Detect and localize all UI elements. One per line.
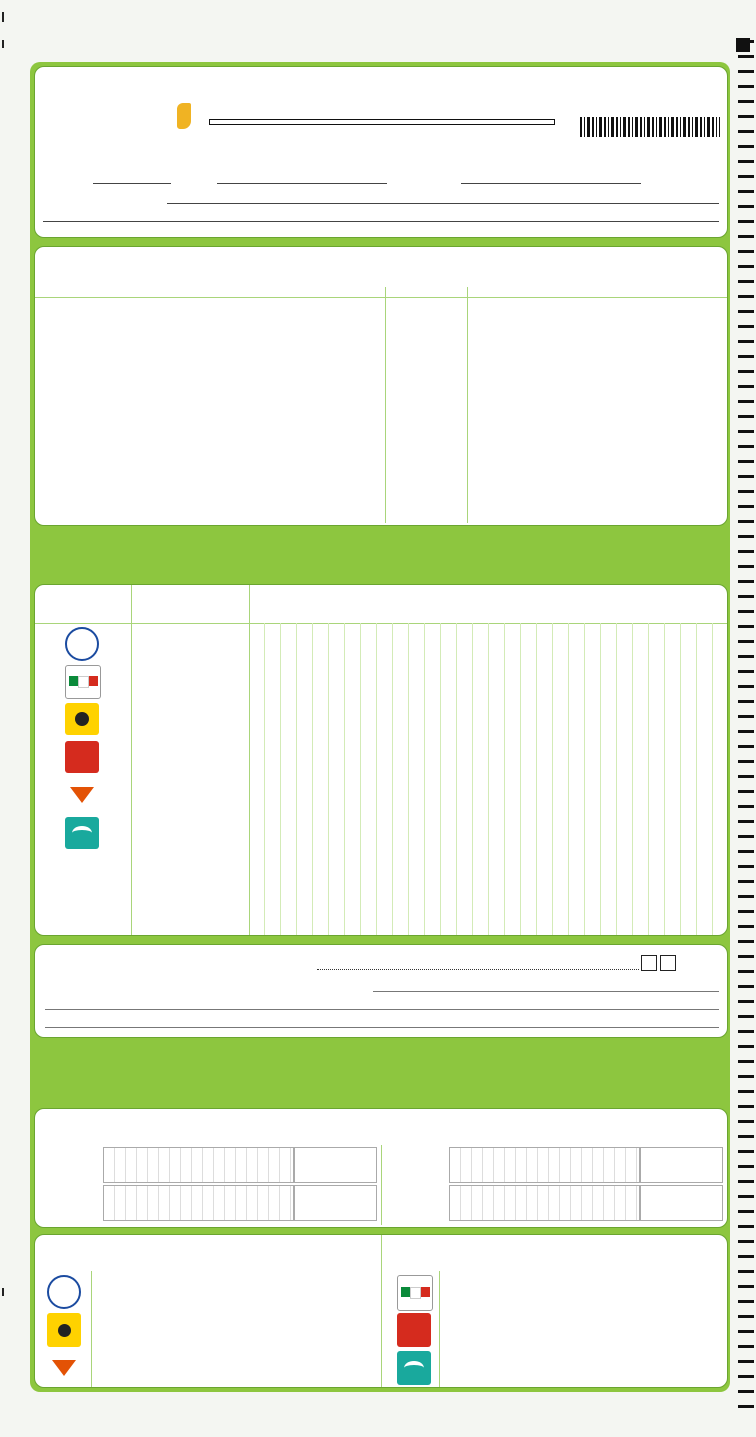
timing-corner-mark xyxy=(736,38,750,52)
incidentes-panel xyxy=(34,944,728,1038)
rep-pt-logo-icon xyxy=(397,1313,431,1347)
acta-subtitle xyxy=(209,119,555,125)
no-checkbox[interactable] xyxy=(660,955,676,971)
rep-prd-logo-icon xyxy=(47,1313,81,1347)
timing-marks xyxy=(738,40,754,1420)
pan-logo-icon xyxy=(65,627,99,661)
incidentes-si xyxy=(641,955,676,971)
cee-logo xyxy=(45,101,195,135)
nuevo-leon-map-icon xyxy=(177,103,191,129)
scan-edge-left xyxy=(2,0,5,1437)
barcode xyxy=(580,117,720,137)
rep-mc-logo-icon xyxy=(47,1351,81,1385)
representantes-panel xyxy=(34,1234,728,1388)
header-panel xyxy=(34,66,728,238)
rep-alianza-logo-icon xyxy=(397,1351,431,1385)
prd-logo-icon xyxy=(65,703,99,735)
rep-pan-logo-icon xyxy=(47,1275,81,1309)
results-grid xyxy=(249,623,727,935)
movimiento-ciudadano-logo-icon xyxy=(65,779,99,811)
mesa-panel xyxy=(34,1108,728,1228)
rep-pri-logo-icon xyxy=(397,1275,433,1311)
pt-logo-icon xyxy=(65,741,99,773)
pri-compromiso-logo-icon xyxy=(65,665,101,699)
results-panel xyxy=(34,584,728,936)
si-checkbox[interactable] xyxy=(641,955,657,971)
alianza-logo-icon xyxy=(65,817,99,849)
constancia-panel xyxy=(34,246,728,526)
